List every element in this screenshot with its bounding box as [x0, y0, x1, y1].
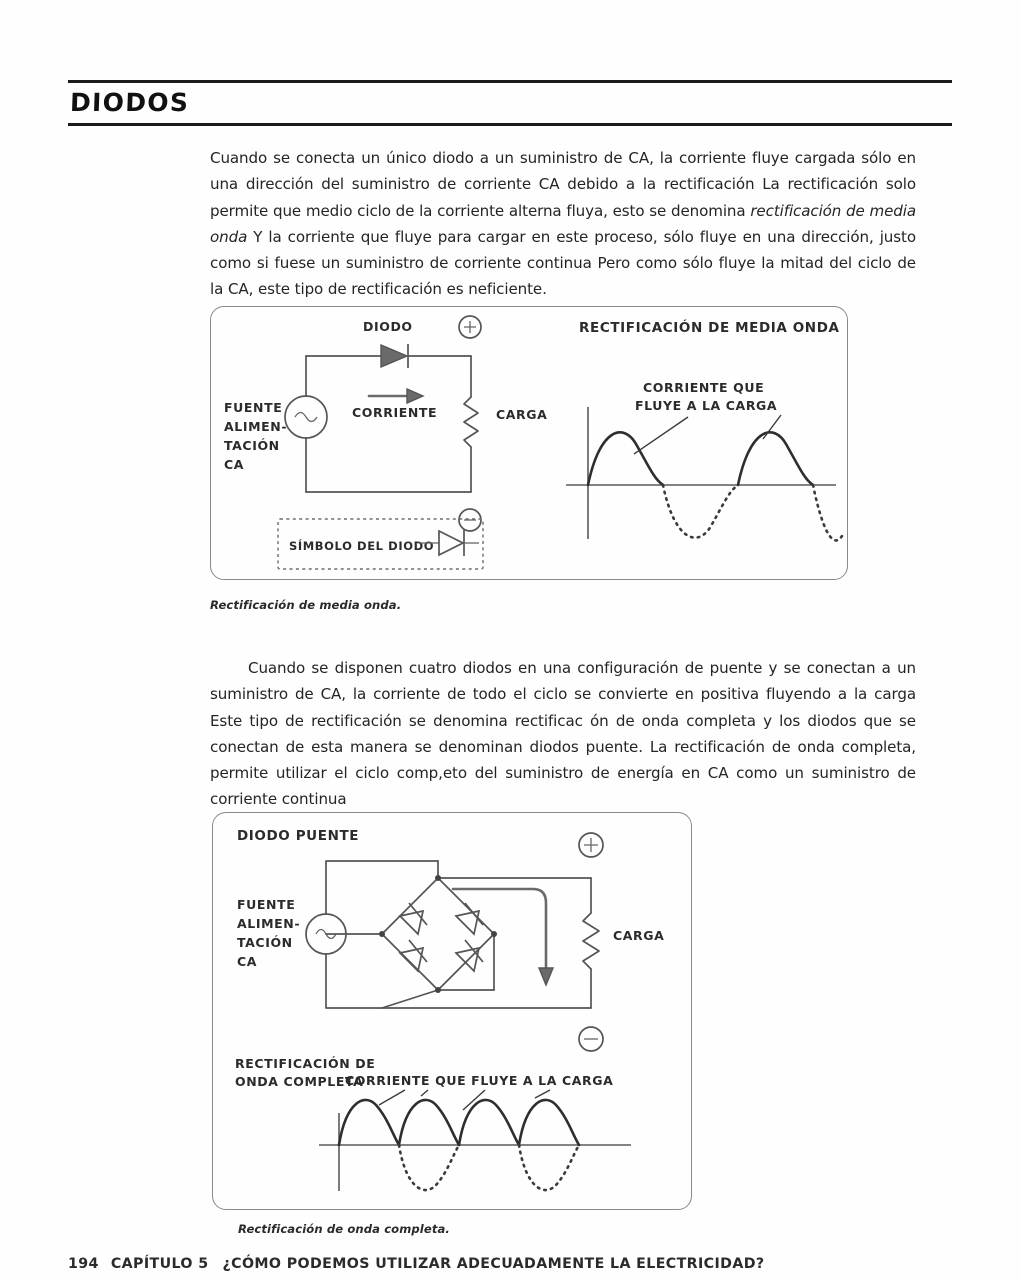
figure2-waveform-callout: CORRIENTE QUE FLUYE A LA CARGA: [345, 1073, 614, 1088]
section-header: [68, 80, 952, 126]
figure1-callout-line2: FLUYE A LA CARGA: [635, 398, 778, 413]
figure-1-caption: Rectificación de media onda.: [210, 598, 402, 612]
page-footer: [68, 1256, 765, 1272]
figure1-label-source-line4: CA: [224, 457, 245, 472]
figure1-label-load: CARGA: [496, 407, 548, 422]
figure1-waveform-title: RECTIFICACIÓN DE MEDIA ONDA: [579, 320, 840, 336]
figure2-waveform-title-line2: ONDA COMPLETA: [235, 1074, 364, 1089]
figure2-label-load: CARGA: [613, 928, 665, 943]
footer-chapter-title: ¿CÓMO PODEMOS UTILIZAR ADECUADAMENTE LA ELECTRICIDAD?: [222, 1256, 765, 1272]
page-title: DIODOS: [69, 88, 190, 117]
figure2-label-source-line1: FUENTE: [237, 897, 296, 912]
header-rule-bottom: [68, 123, 952, 126]
figure-full-wave-rectification: [212, 812, 692, 1210]
figure2-label-source-line2: ALIMEN-: [237, 916, 301, 931]
figure-2-caption: Rectificación de onda completa.: [238, 1222, 450, 1236]
figure2-label-source-line3: TACIÓN: [237, 935, 293, 950]
figure1-label-source-line1: FUENTE: [224, 400, 283, 415]
figure2-label-source-line4: CA: [237, 954, 258, 969]
figure1-label-source-line3: TACIÓN: [224, 438, 280, 453]
intro-paragraph: [210, 145, 916, 303]
figure1-label-current: CORRIENTE: [352, 405, 438, 420]
figure1-label-source-line2: ALIMEN-: [224, 419, 288, 434]
header-rule-top: [68, 80, 952, 83]
figure2-waveform-title-line1: RECTIFICACIÓN DE: [235, 1056, 376, 1071]
paragraph-1-italic: rectificación de media onda: [210, 201, 916, 246]
footer-chapter: CAPÍTULO 5: [110, 1256, 209, 1272]
bridge-paragraph: Cuando se disponen cuatro diodos en una configuración de puente y se conectan a un suministro de CA, la corriente de todo el ciclo se convierte en positiva fluyendo a la carga Este tipo de rectificación se denomina rectificac ón de onda completa y los diodos que se conectan de esta manera se denominan diodos puente. La rectificación de onda completa, permite utilizar el ciclo comp,eto del suministro de energía en CA como un suministro de corriente continua: [210, 659, 916, 809]
figure-half-wave-rectification: [210, 306, 848, 580]
figure1-label-diode-symbol: SÍMBOLO DEL DIODO: [289, 539, 435, 553]
figure2-title: DIODO PUENTE: [237, 828, 360, 844]
paragraph-1-text-a: Cuando se conecta un único diodo a un suministro de CA, la corriente fluye cargada sólo en una dirección del suministro de corriente CA debido a la rectificación La rectificación solo permite que medio ciclo de la corriente alterna fluya, esto se denomina: [210, 149, 916, 220]
footer-page-number: 194: [68, 1256, 99, 1272]
paragraph-1-text-b: Y la corriente que fluye para cargar en este proceso, sólo fluye en una dirección, justo como si fuese un suministro de corriente continua Pero como sólo fluye la mitad del ciclo de la CA, este tipo de rectificación es neficiente.: [210, 227, 916, 299]
figure1-callout-line1: CORRIENTE QUE: [643, 380, 765, 395]
figure1-label-diode: DIODO: [363, 319, 413, 334]
